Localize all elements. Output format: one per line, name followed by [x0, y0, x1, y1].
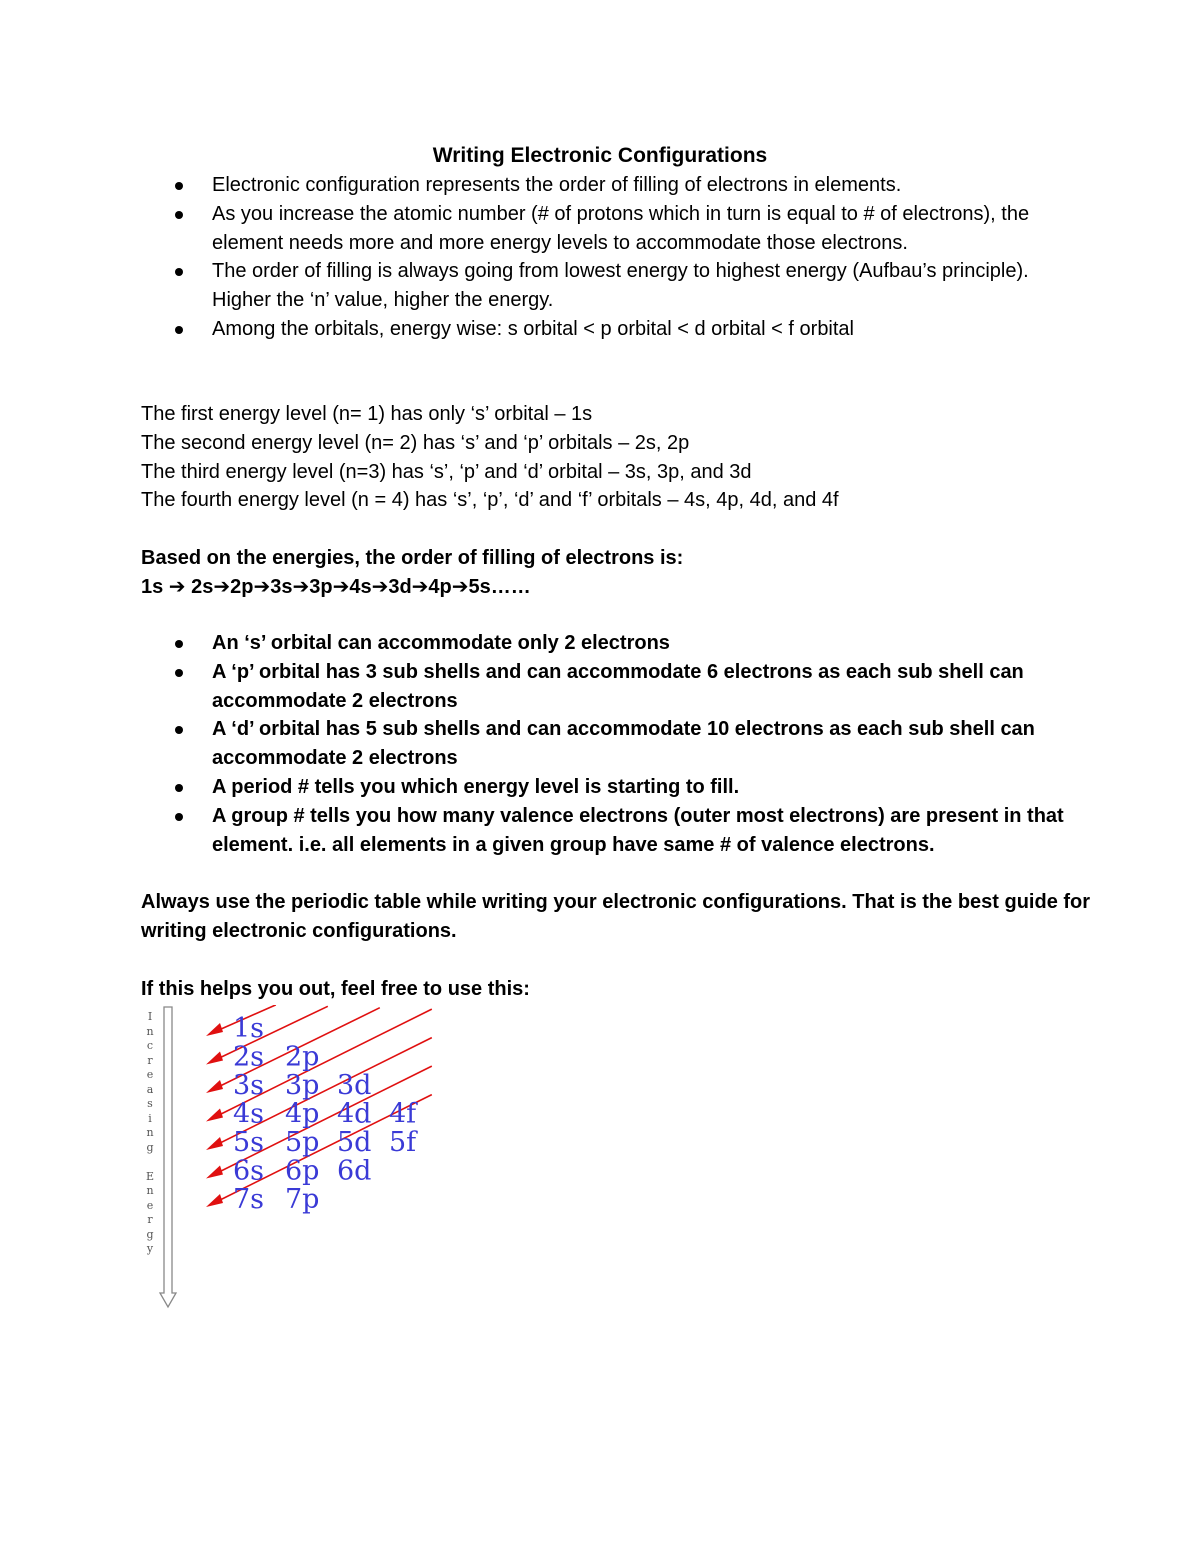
- energy-axis-arrow: [160, 1007, 176, 1307]
- intro-bullet-list: [165, 171, 1065, 344]
- filling-order-heading: Based on the energies, the order of filling of electrons is:: [141, 547, 684, 569]
- aufbau-diagram-graphic: [138, 1005, 498, 1315]
- axis-letter: n: [146, 1126, 154, 1139]
- orbital-label: 3d: [337, 1070, 372, 1101]
- orbital-label: 2p: [285, 1041, 320, 1073]
- axis-letter: e: [146, 1068, 154, 1081]
- diagonal-arrow-head: [206, 1137, 223, 1150]
- energy-level-lines: [141, 400, 1091, 515]
- axis-letter: n: [146, 1184, 154, 1197]
- orbital-label: 7s: [233, 1184, 265, 1215]
- axis-letter: g: [146, 1140, 154, 1154]
- orbital-label: 5p: [285, 1127, 320, 1158]
- diagonal-arrow-head: [206, 1194, 223, 1207]
- axis-letter: e: [146, 1198, 154, 1212]
- orbital-label: 3s: [233, 1070, 265, 1101]
- axis-letter: E: [145, 1169, 155, 1183]
- energy-level-1: The first energy level (n= 1) has only ‘s’ orbital – 1s: [141, 403, 593, 425]
- diagonal-arrow-head: [206, 1052, 223, 1065]
- axis-letter: r: [147, 1053, 153, 1067]
- periodic-table-note: Always use the periodic table while writing your electronic configurations. That is the best guide for writing electronic configurations.: [141, 891, 1091, 942]
- orbital-label: 1s: [233, 1013, 265, 1044]
- orbital-label: 5d: [337, 1127, 372, 1158]
- increasing-energy-label: [143, 1010, 157, 1257]
- orbital-label: 6d: [337, 1155, 372, 1187]
- orbital-label: 7p: [285, 1184, 320, 1215]
- axis-letter: a: [146, 1082, 154, 1096]
- intro-bullet-3: The order of filling is always going from lowest energy to highest energy (Aufbau’s principle). Higher the ‘n’ value, higher the energy.: [165, 257, 1065, 315]
- orbital-label: 5s: [233, 1127, 265, 1158]
- orbital-label: 6p: [285, 1155, 320, 1187]
- rule-bullet-1: An ‘s’ orbital can accommodate only 2 electrons: [165, 629, 1065, 658]
- helper-note: If this helps you out, feel free to use this:: [141, 978, 530, 1000]
- rule-bullet-2: A ‘p’ orbital has 3 sub shells and can accommodate 6 electrons as each sub shell can accommodate 2 electrons: [165, 658, 1065, 716]
- axis-letter: i: [148, 1111, 152, 1125]
- intro-bullet-2: As you increase the atomic number (# of protons which in turn is equal to # of electrons), the element needs more and more energy levels to accommodate those electrons.: [165, 200, 1065, 258]
- intro-bullet-1: Electronic configuration represents the order of filling of electrons in elements.: [165, 171, 1065, 200]
- axis-letter: I: [147, 1010, 153, 1023]
- energy-axis-shape: [160, 1007, 176, 1307]
- energy-level-3: The third energy level (n=3) has ‘s’, ‘p’ and ‘d’ orbital – 3s, 3p, and 3d: [141, 460, 752, 483]
- axis-letter: g: [146, 1227, 154, 1241]
- orbital-label: 2s: [233, 1041, 265, 1073]
- orbital-label: 4d: [337, 1098, 372, 1130]
- diagonal-arrow-head: [206, 1166, 223, 1179]
- diagonal-arrow-head: [206, 1080, 223, 1093]
- orbital-label: 4f: [389, 1098, 417, 1130]
- axis-letter: s: [147, 1097, 153, 1110]
- page-title: Writing Electronic Configurations: [432, 144, 768, 167]
- intro-bullet-4: Among the orbitals, energy wise: s orbital < p orbital < d orbital < f orbital: [165, 315, 1065, 344]
- orbital-labels: [233, 1013, 418, 1215]
- rule-bullet-4: A period # tells you which energy level is starting to fill.: [165, 773, 1065, 802]
- energy-level-4: The fourth energy level (n = 4) has ‘s’, ‘p’, ‘d’ and ‘f’ orbitals – 4s, 4p, 4d, and 4f: [141, 489, 839, 512]
- rule-bullet-3: A ‘d’ orbital has 5 sub shells and can accommodate 10 electrons as each sub shell can accommodate 2 electrons: [165, 715, 1065, 773]
- energy-level-2: The second energy level (n= 2) has ‘s’ and ‘p’ orbitals – 2s, 2p: [141, 431, 690, 454]
- diagonal-arrow-head: [206, 1023, 223, 1036]
- orbital-label: 4s: [233, 1098, 265, 1130]
- axis-letter: c: [146, 1039, 154, 1052]
- axis-letter: y: [146, 1242, 154, 1255]
- axis-letter: n: [146, 1024, 154, 1038]
- aufbau-diagram: [138, 1005, 498, 1315]
- axis-letter: [143, 1155, 157, 1170]
- orbital-label: 3p: [285, 1070, 320, 1101]
- filling-order-sequence: 1s ➔ 2s➔2p➔3s➔3p➔4s➔3d➔4p➔5s……: [141, 575, 531, 598]
- diagonal-arrow-head: [206, 1109, 223, 1122]
- rule-bullet-list: [165, 629, 1065, 859]
- rule-bullet-5: A group # tells you how many valence electrons (outer most electrons) are present in that element. i.e. all elements in a given group have same # of valence electrons.: [165, 802, 1065, 860]
- filling-order-block: [141, 544, 1091, 602]
- orbital-label: 4p: [285, 1098, 320, 1130]
- axis-letter: r: [147, 1213, 153, 1226]
- orbital-label: 5f: [389, 1127, 417, 1158]
- orbital-label: 6s: [233, 1155, 265, 1187]
